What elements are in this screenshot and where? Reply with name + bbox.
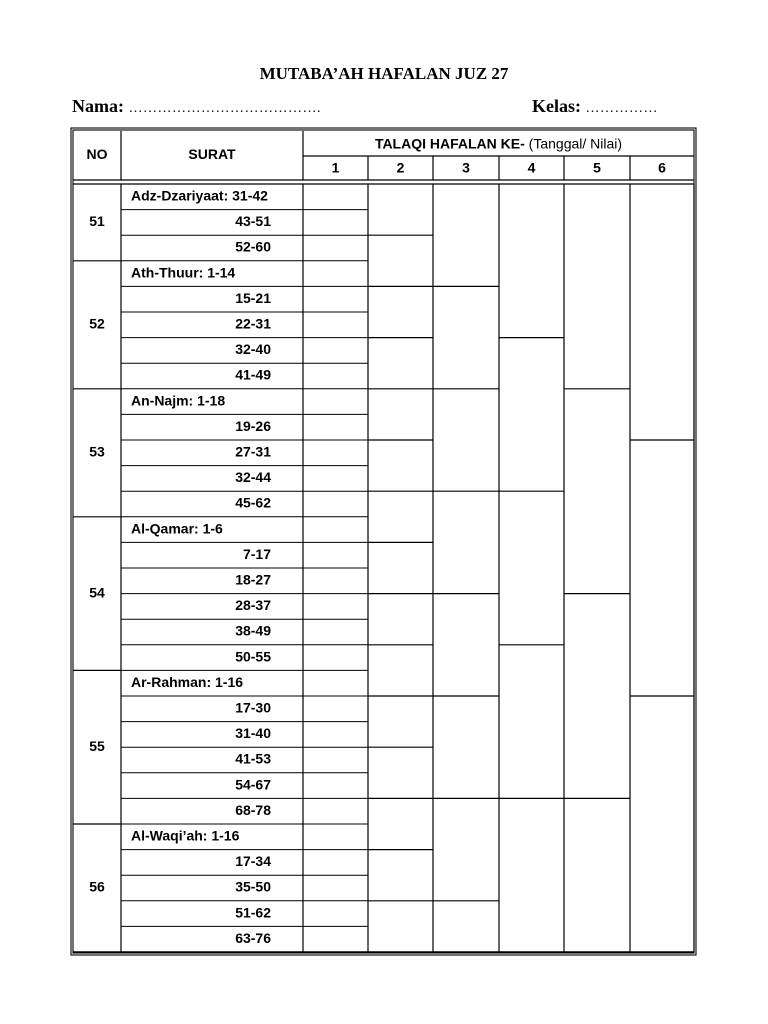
session-2-entry-cell[interactable] xyxy=(369,543,432,592)
header-talaqi xyxy=(375,135,622,151)
session-1-entry-cell[interactable] xyxy=(304,441,367,465)
session-1-entry-cell[interactable] xyxy=(304,518,367,542)
session-1-entry-cell[interactable] xyxy=(304,415,367,439)
session-2-entry-cell[interactable] xyxy=(369,287,432,336)
session-2-entry-cell[interactable] xyxy=(369,646,432,695)
session-2-entry-cell[interactable] xyxy=(369,390,432,439)
header-talaqi-label: TALAQI HAFALAN KE- xyxy=(374,135,525,152)
session-1-entry-cell[interactable] xyxy=(304,620,367,644)
session-1-entry-cell[interactable] xyxy=(304,697,367,721)
ayah-range-cell: 32-44 xyxy=(235,469,271,486)
session-1-entry-cell[interactable] xyxy=(304,492,367,516)
session-header-4: 4 xyxy=(527,159,536,176)
session-1-entry-cell[interactable] xyxy=(304,902,367,926)
session-5-entry-cell[interactable] xyxy=(565,185,629,388)
session-3-entry-cell[interactable] xyxy=(434,902,498,951)
session-4-entry-cell[interactable] xyxy=(500,646,563,798)
session-1-entry-cell[interactable] xyxy=(304,748,367,772)
ayah-range-cell: 15-21 xyxy=(235,289,271,306)
ayah-range-cell: 41-53 xyxy=(235,750,271,767)
ayah-range-cell: 31-40 xyxy=(235,725,271,742)
ayah-range-cell: 17-34 xyxy=(235,853,271,870)
session-1-entry-cell[interactable] xyxy=(304,927,367,951)
session-2-entry-cell[interactable] xyxy=(369,492,432,541)
session-5-entry-cell[interactable] xyxy=(565,595,629,798)
session-1-entry-cell[interactable] xyxy=(304,313,367,337)
nama-label: Nama: xyxy=(72,96,124,116)
session-4-entry-cell[interactable] xyxy=(500,799,563,951)
surah-range-cell: Al-Qamar: 1-6 xyxy=(131,520,223,537)
session-1-entry-cell[interactable] xyxy=(304,543,367,567)
session-header-1: 1 xyxy=(331,159,340,176)
session-2-entry-cell[interactable] xyxy=(369,697,432,746)
session-1-entry-cell[interactable] xyxy=(304,799,367,823)
session-1-entry-cell[interactable] xyxy=(304,595,367,619)
header-surat: SURAT xyxy=(188,146,236,163)
session-1-entry-cell[interactable] xyxy=(304,211,367,235)
surah-number-cell: 55 xyxy=(89,737,105,754)
session-2-entry-cell[interactable] xyxy=(369,748,432,797)
session-1-entry-cell[interactable] xyxy=(304,723,367,747)
session-3-entry-cell[interactable] xyxy=(434,697,498,797)
surah-number-cell: 51 xyxy=(89,213,105,230)
session-3-entry-cell[interactable] xyxy=(434,287,498,387)
session-5-entry-cell[interactable] xyxy=(565,799,629,951)
surah-range-cell: Adz-Dzariyaat: 31-42 xyxy=(131,187,268,204)
session-2-entry-cell[interactable] xyxy=(369,339,432,388)
session-4-entry-cell[interactable] xyxy=(500,185,563,337)
session-5-entry-cell[interactable] xyxy=(565,390,629,593)
session-1-entry-cell[interactable] xyxy=(304,339,367,363)
surah-range-cell: Ar-Rahman: 1-16 xyxy=(131,673,244,690)
session-6-entry-cell[interactable] xyxy=(631,697,693,951)
session-3-entry-cell[interactable] xyxy=(434,185,498,285)
ayah-range-cell: 63-76 xyxy=(235,929,271,946)
surah-number-cell: 53 xyxy=(89,443,105,460)
session-1-entry-cell[interactable] xyxy=(304,390,367,414)
surah-number-cell: 56 xyxy=(89,878,105,895)
surah-range-cell: Ath-Thuur: 1-14 xyxy=(131,264,236,281)
session-1-entry-cell[interactable] xyxy=(304,671,367,695)
session-3-entry-cell[interactable] xyxy=(434,492,498,592)
ayah-range-cell: 41-49 xyxy=(235,366,271,383)
session-2-entry-cell[interactable] xyxy=(369,851,432,900)
session-2-entry-cell[interactable] xyxy=(369,236,432,285)
session-1-entry-cell[interactable] xyxy=(304,364,367,388)
session-1-entry-cell[interactable] xyxy=(304,467,367,491)
session-2-entry-cell[interactable] xyxy=(369,441,432,490)
session-1-entry-cell[interactable] xyxy=(304,876,367,900)
session-header-3: 3 xyxy=(462,159,470,176)
session-4-entry-cell[interactable] xyxy=(500,492,563,644)
ayah-range-cell: 43-51 xyxy=(235,213,271,230)
session-2-entry-cell[interactable] xyxy=(369,185,432,234)
session-header-5: 5 xyxy=(593,159,601,176)
ayah-range-cell: 22-31 xyxy=(235,315,271,332)
session-6-entry-cell[interactable] xyxy=(631,441,693,695)
session-1-entry-cell[interactable] xyxy=(304,774,367,798)
header-talaqi-note: (Tanggal/ Nilai) xyxy=(524,135,623,152)
session-4-entry-cell[interactable] xyxy=(500,339,563,491)
ayah-range-cell: 54-67 xyxy=(235,776,271,793)
surah-range-cell: An-Najm: 1-18 xyxy=(131,392,226,409)
kelas-blank: …………… xyxy=(585,101,658,116)
page-title: MUTABA’AH HAFALAN JUZ 27 xyxy=(259,64,509,83)
ayah-range-cell: 45-62 xyxy=(235,494,271,511)
session-3-entry-cell[interactable] xyxy=(434,390,498,490)
session-1-entry-cell[interactable] xyxy=(304,569,367,593)
header-no: NO xyxy=(86,146,108,163)
ayah-range-cell: 7-17 xyxy=(242,545,271,562)
ayah-range-cell: 52-60 xyxy=(235,238,271,255)
ayah-range-cell: 35-50 xyxy=(235,878,271,895)
ayah-range-cell: 51-62 xyxy=(235,904,271,921)
session-header-6: 6 xyxy=(658,159,666,176)
surah-range-cell: Al-Waqi’ah: 1-16 xyxy=(131,827,240,844)
session-6-entry-cell[interactable] xyxy=(631,185,693,439)
ayah-range-cell: 32-40 xyxy=(235,341,271,358)
session-header-2: 2 xyxy=(396,159,405,176)
nama-blank: …………………………………. xyxy=(128,101,321,116)
session-3-entry-cell[interactable] xyxy=(434,595,498,695)
session-1-entry-cell[interactable] xyxy=(304,236,367,260)
ayah-range-cell: 17-30 xyxy=(235,699,271,716)
session-1-entry-cell[interactable] xyxy=(304,825,367,849)
session-1-entry-cell[interactable] xyxy=(304,851,367,875)
ayah-range-cell: 68-78 xyxy=(235,801,271,818)
ayah-range-cell: 38-49 xyxy=(235,622,271,639)
ayah-range-cell: 28-37 xyxy=(235,597,271,614)
ayah-range-cell: 18-27 xyxy=(235,571,271,588)
session-2-entry-cell[interactable] xyxy=(369,595,432,644)
session-1-entry-cell[interactable] xyxy=(304,646,367,670)
session-2-entry-cell[interactable] xyxy=(369,799,432,848)
ayah-range-cell: 27-31 xyxy=(235,443,271,460)
ayah-range-cell: 19-26 xyxy=(235,417,271,434)
session-3-entry-cell[interactable] xyxy=(434,799,498,899)
session-1-entry-cell[interactable] xyxy=(304,185,367,209)
kelas-label: Kelas: xyxy=(532,96,581,116)
surah-number-cell: 52 xyxy=(89,315,105,332)
ayah-range-cell: 50-55 xyxy=(235,648,271,665)
session-1-entry-cell[interactable] xyxy=(304,262,367,286)
session-1-entry-cell[interactable] xyxy=(304,287,367,311)
session-2-entry-cell[interactable] xyxy=(369,902,432,951)
surah-number-cell: 54 xyxy=(89,584,105,601)
